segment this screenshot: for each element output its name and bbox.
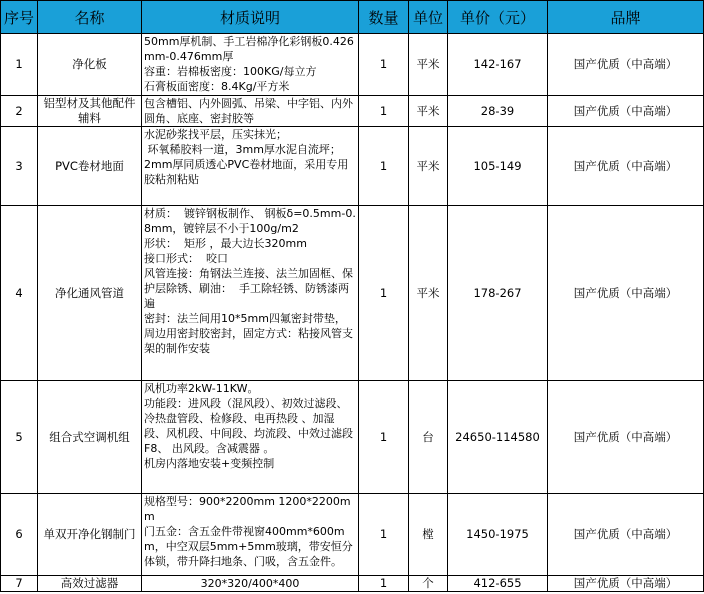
- cell-unit-price: 142-167: [448, 34, 548, 96]
- cell-description: 材质： 镀锌钢板制作、 钢板δ=0.5mm-0.8mm，镀锌层不小于100g/m2 形状： 矩形 ，最大边长320mm 接口形式： 咬口 风管连接：角钢法兰连接、法兰加固框、保护层除锈、刷油： 手工除轻锈、防锈漆两遍 密封：法兰间用10*5mm四氟密封带垫，周边用密封胶密封，固定方式：粘接风管支架的制作安装: [142, 206, 359, 381]
- cell-no: 7: [1, 576, 38, 592]
- table-row: [1, 206, 704, 381]
- cell-name: 净化板: [38, 34, 142, 96]
- cell-quantity: 1: [359, 381, 409, 494]
- cell-quantity: 1: [359, 34, 409, 96]
- cell-name: 净化通风管道: [38, 206, 142, 381]
- header-unit-price: 单价（元）: [448, 1, 548, 34]
- cell-unit-price: 24650-114580: [448, 381, 548, 494]
- cell-unit: 樘: [409, 494, 448, 576]
- table-row: [1, 34, 704, 96]
- cell-unit: 台: [409, 381, 448, 494]
- cell-brand: 国产优质（中高端）: [548, 576, 704, 592]
- cell-name: 高效过滤器: [38, 576, 142, 592]
- table-row: [1, 127, 704, 206]
- cell-no: 3: [1, 127, 38, 206]
- cell-quantity: 1: [359, 206, 409, 381]
- cell-description: 320*320/400*400: [142, 576, 359, 592]
- cell-unit: 平米: [409, 34, 448, 96]
- cell-brand: 国产优质（中高端）: [548, 127, 704, 206]
- header-quantity: 数量: [359, 1, 409, 34]
- cell-description: 50mm厚机制、手工岩棉净化彩钢板0.426mm-0.476mm厚 容重：岩棉板密度：100KG/每立方 石膏板面密度：8.4Kg/平方米: [142, 34, 359, 96]
- table-row: [1, 494, 704, 576]
- header-unit: 单位: [409, 1, 448, 34]
- cell-no: 6: [1, 494, 38, 576]
- cell-name: 铝型材及其他配件辅料: [38, 96, 142, 127]
- table-row: [1, 96, 704, 127]
- cell-no: 1: [1, 34, 38, 96]
- table-header-row: [1, 1, 704, 34]
- header-name: 名称: [38, 1, 142, 34]
- cell-quantity: 1: [359, 494, 409, 576]
- table-row: [1, 576, 704, 592]
- cell-name: 组合式空调机组: [38, 381, 142, 494]
- cell-name: 单双开净化钢制门: [38, 494, 142, 576]
- cell-unit-price: 178-267: [448, 206, 548, 381]
- cell-description: 水泥砂浆找平层，压实抹光； 环氧稀胶料一道，3mm厚水泥自流坪； 2mm厚同质透心PVC卷材地面，采用专用胶粘剂粘贴: [142, 127, 359, 206]
- cell-description: 包含槽铝、内外圆弧、吊梁、中字铝、内外圆角、底座、密封胶等: [142, 96, 359, 127]
- cell-brand: 国产优质（中高端）: [548, 34, 704, 96]
- cell-unit-price: 28-39: [448, 96, 548, 127]
- cell-quantity: 1: [359, 96, 409, 127]
- cell-brand: 国产优质（中高端）: [548, 96, 704, 127]
- table-row: [1, 381, 704, 494]
- cell-brand: 国产优质（中高端）: [548, 494, 704, 576]
- header-description: 材质说明: [142, 1, 359, 34]
- cell-unit-price: 1450-1975: [448, 494, 548, 576]
- header-brand: 品牌: [548, 1, 704, 34]
- cell-unit: 平米: [409, 206, 448, 381]
- cell-unit-price: 105-149: [448, 127, 548, 206]
- cell-brand: 国产优质（中高端）: [548, 206, 704, 381]
- cell-brand: 国产优质（中高端）: [548, 381, 704, 494]
- cell-no: 2: [1, 96, 38, 127]
- cell-unit: 平米: [409, 96, 448, 127]
- cell-quantity: 1: [359, 576, 409, 592]
- cell-no: 4: [1, 206, 38, 381]
- cell-description: 风机功率2kW-11KW。 功能段：进风段（混风段）、初效过滤段、冷热盘管段、检修段、电再热段 、加湿段、风机段、中间段、均流段、中效过滤段F8、 出风段。含减震器 。 机房内落地安装+变频控制: [142, 381, 359, 494]
- cell-no: 5: [1, 381, 38, 494]
- cell-unit: 个: [409, 576, 448, 592]
- cell-unit-price: 412-655: [448, 576, 548, 592]
- cell-quantity: 1: [359, 127, 409, 206]
- cell-unit: 平米: [409, 127, 448, 206]
- header-no: 序号: [1, 1, 38, 34]
- cell-name: PVC卷材地面: [38, 127, 142, 206]
- cell-description: 规格型号：900*2200mm 1200*2200mm 门五金：含五金件带视窗400mm*600mm，中空双层5mm+5mm玻璃，带安恒分体锁，带升降扫地条、门吸，含五金件。: [142, 494, 359, 576]
